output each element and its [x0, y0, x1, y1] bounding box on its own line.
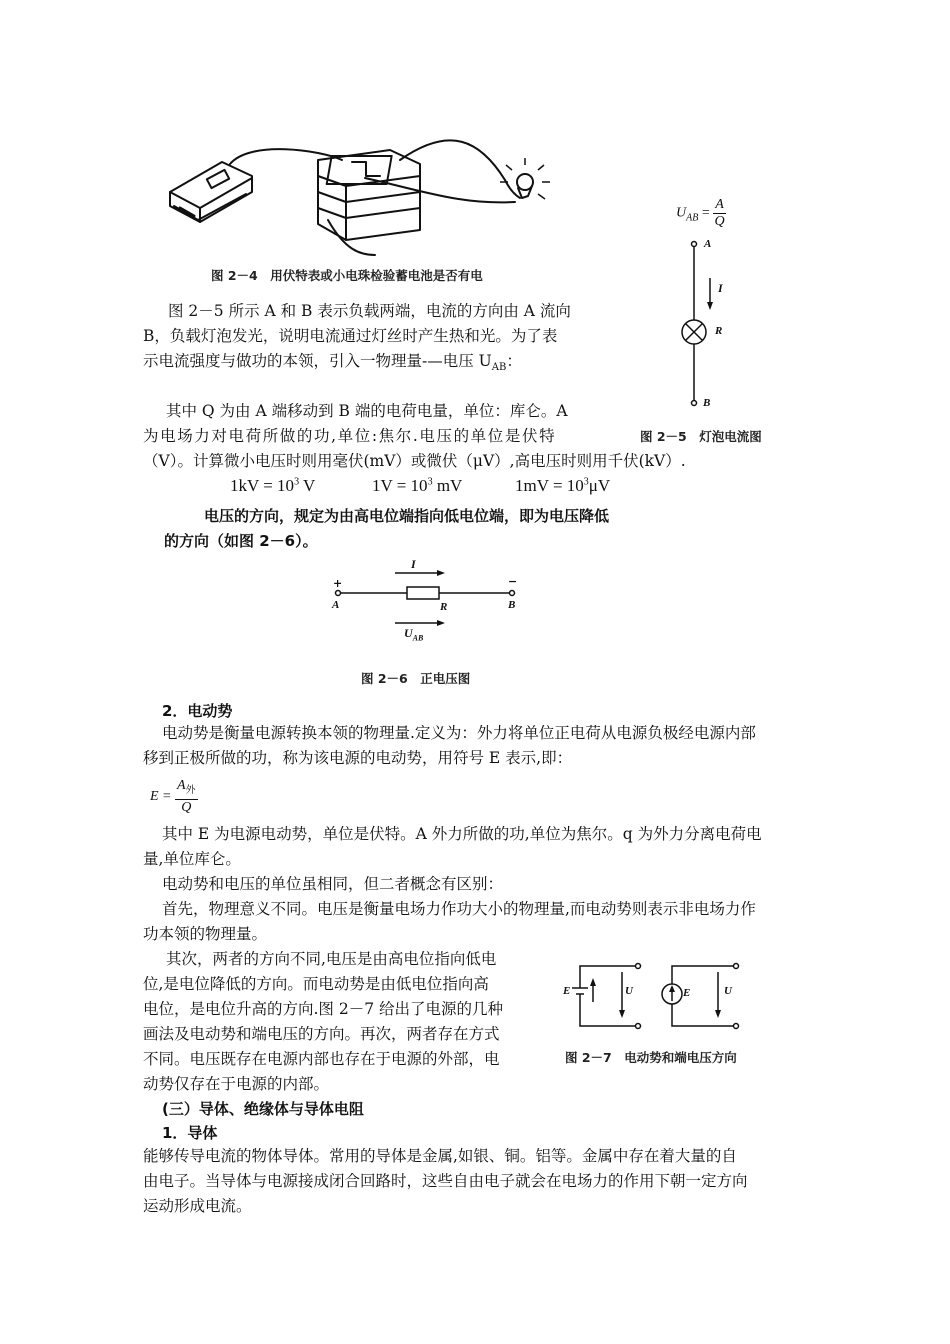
section-heading: (三）导体、绝缘体与导体电阻	[162, 1100, 364, 1118]
paragraph-line: 首先，物理意义不同。电压是衡量电场力作功大小的物理量,而电动势则表示非电场力作	[162, 900, 756, 918]
paragraph-line: 电动势和电压的单位虽相同，但二者概念有区别：	[162, 875, 504, 893]
paragraph-line	[143, 349, 522, 380]
formula-sub: AB	[686, 212, 699, 224]
paragraph-line: 的方向（如图 2－6）。	[164, 532, 318, 550]
paragraph-line: B，负载灯泡发光，说明电流通过灯丝时产生热和光。为了表	[143, 327, 558, 345]
paragraph-line: 画法及电动势和端电压的方向。再次，两者存在方式	[143, 1025, 500, 1043]
section-heading: 2．电动势	[162, 702, 233, 720]
formula-lhs: E =	[150, 788, 172, 804]
paragraph-line: 运动形成电流。	[143, 1197, 252, 1215]
formula-lhs: U	[676, 205, 687, 221]
numerator-symbol: A	[177, 778, 186, 793]
paragraph-line: （V）。计算微小电压时则用毫伏(mV）或微伏（μV）,高电压时则用千伏(kV）.	[143, 452, 686, 470]
unit-text: V	[299, 476, 316, 495]
figure-caption: 图 2－4 用伏特表或小电珠检验蓄电池是否有电	[211, 268, 483, 283]
unit-text: 1mV = 10	[515, 476, 584, 495]
paragraph-line: 动势仅存在于电源的内部。	[143, 1075, 330, 1093]
emf-label: E	[563, 985, 571, 997]
node-label-a: A	[332, 599, 340, 611]
paragraph-line: 其中 Q 为由 A 端移动到 B 端的电荷电量，单位：库仑。A	[166, 402, 568, 420]
negative-sign: −	[508, 575, 518, 588]
figure-caption: 图 2－5 灯泡电流图	[640, 429, 762, 444]
paragraph-line: 能够传导电流的物体导体。常用的导体是金属,如银、铜。铝等。金属中存在着大量的自	[143, 1147, 737, 1165]
positive-sign: +	[333, 577, 343, 590]
subsection-heading: 1．导体	[162, 1124, 218, 1142]
bulb-circuit-diagram	[672, 238, 732, 416]
numerator	[175, 778, 198, 800]
voltage-formula	[676, 197, 726, 230]
paragraph-text: ：	[506, 352, 522, 370]
resistor-label: R	[715, 325, 723, 337]
paragraph-line: 电压的方向，规定为由高电位端指向低电位端，即为电压降低	[204, 507, 610, 525]
voltage-label: U	[625, 985, 633, 997]
unit-exponent: 3	[294, 476, 300, 488]
figure-caption: 图 2－6 正电压图	[361, 671, 471, 686]
numerator: A	[715, 197, 724, 212]
unit-exponent: 3	[583, 476, 589, 488]
node-label-b: B	[703, 397, 711, 409]
paragraph-line: 不同。电压既存在电源内部也存在于电源的外部，电	[143, 1050, 500, 1068]
emf-direction-diagram	[560, 958, 760, 1038]
paragraph-line: 图 2－5 所示 A 和 B 表示负载两端，电流的方向由 A 流向	[168, 302, 571, 320]
denominator: Q	[181, 799, 192, 815]
paragraph-text: 示电流强度与做功的本领，引入一物理量-—电压 U	[143, 352, 492, 370]
unit-exponent: 3	[427, 476, 433, 488]
paragraph-line: 为电场力对电荷所做的功,单位:焦尔.电压的单位是伏特	[143, 427, 557, 445]
denominator: Q	[714, 214, 725, 229]
paragraph-line: 移到正极所做的功，称为该电源的电动势，用符号 E 表示,即：	[143, 749, 573, 767]
battery-test-illustration	[160, 120, 560, 265]
current-label: I	[718, 281, 723, 295]
paragraph-line: 由电子。当导体与电源接成闭合回路时，这些自由电子就会在电场力的作用下朝一定方向	[143, 1172, 748, 1190]
paragraph-line: 其中 E 为电源电动势，单位是伏特。A 外力所做的功,单位为焦尔。q 为外力分离电荷电	[162, 825, 762, 843]
numerator-sub: 外	[185, 784, 196, 796]
emf-formula	[150, 778, 198, 816]
figure-caption: 图 2－7 电动势和端电压方向	[565, 1050, 737, 1065]
unit-conversion	[230, 476, 315, 496]
paragraph-line: 功本领的物理量。	[143, 925, 268, 943]
emf-label: E	[683, 987, 691, 999]
paragraph-line: 位,是电位降低的方向。而电动势是由低电位指向高	[143, 975, 489, 993]
paragraph-line: 其次，两者的方向不同,电压是由高电位指向低电	[166, 950, 497, 968]
paragraph-line: 量,单位库仑。	[143, 850, 241, 868]
paragraph-line: 电位，是电位升高的方向.图 2－7 给出了电源的几种	[143, 1000, 504, 1018]
voltage-label	[404, 626, 423, 642]
unit-text: 1V = 10	[372, 476, 428, 495]
resistor-label: R	[440, 601, 448, 613]
node-label-b: B	[508, 599, 516, 611]
voltage-sub: AB	[412, 633, 424, 643]
voltage-label: U	[724, 985, 732, 997]
positive-voltage-diagram	[325, 555, 525, 650]
formula-fraction	[713, 197, 726, 230]
subscript: AB	[491, 362, 507, 374]
paragraph-line: 电动势是衡量电源转换本领的物理量.定义为：外力将单位正电荷从电源负极经电源内部	[162, 724, 756, 742]
node-label-a: A	[704, 238, 712, 250]
formula-eq: =	[701, 205, 710, 221]
voltage-symbol: U	[404, 626, 413, 640]
unit-conversion	[515, 476, 610, 496]
unit-conversion	[372, 476, 462, 496]
unit-text: μV	[588, 476, 611, 495]
current-label: I	[411, 557, 416, 571]
unit-text: 1kV = 10	[230, 476, 295, 495]
unit-text: mV	[432, 476, 463, 495]
formula-fraction	[175, 778, 198, 816]
